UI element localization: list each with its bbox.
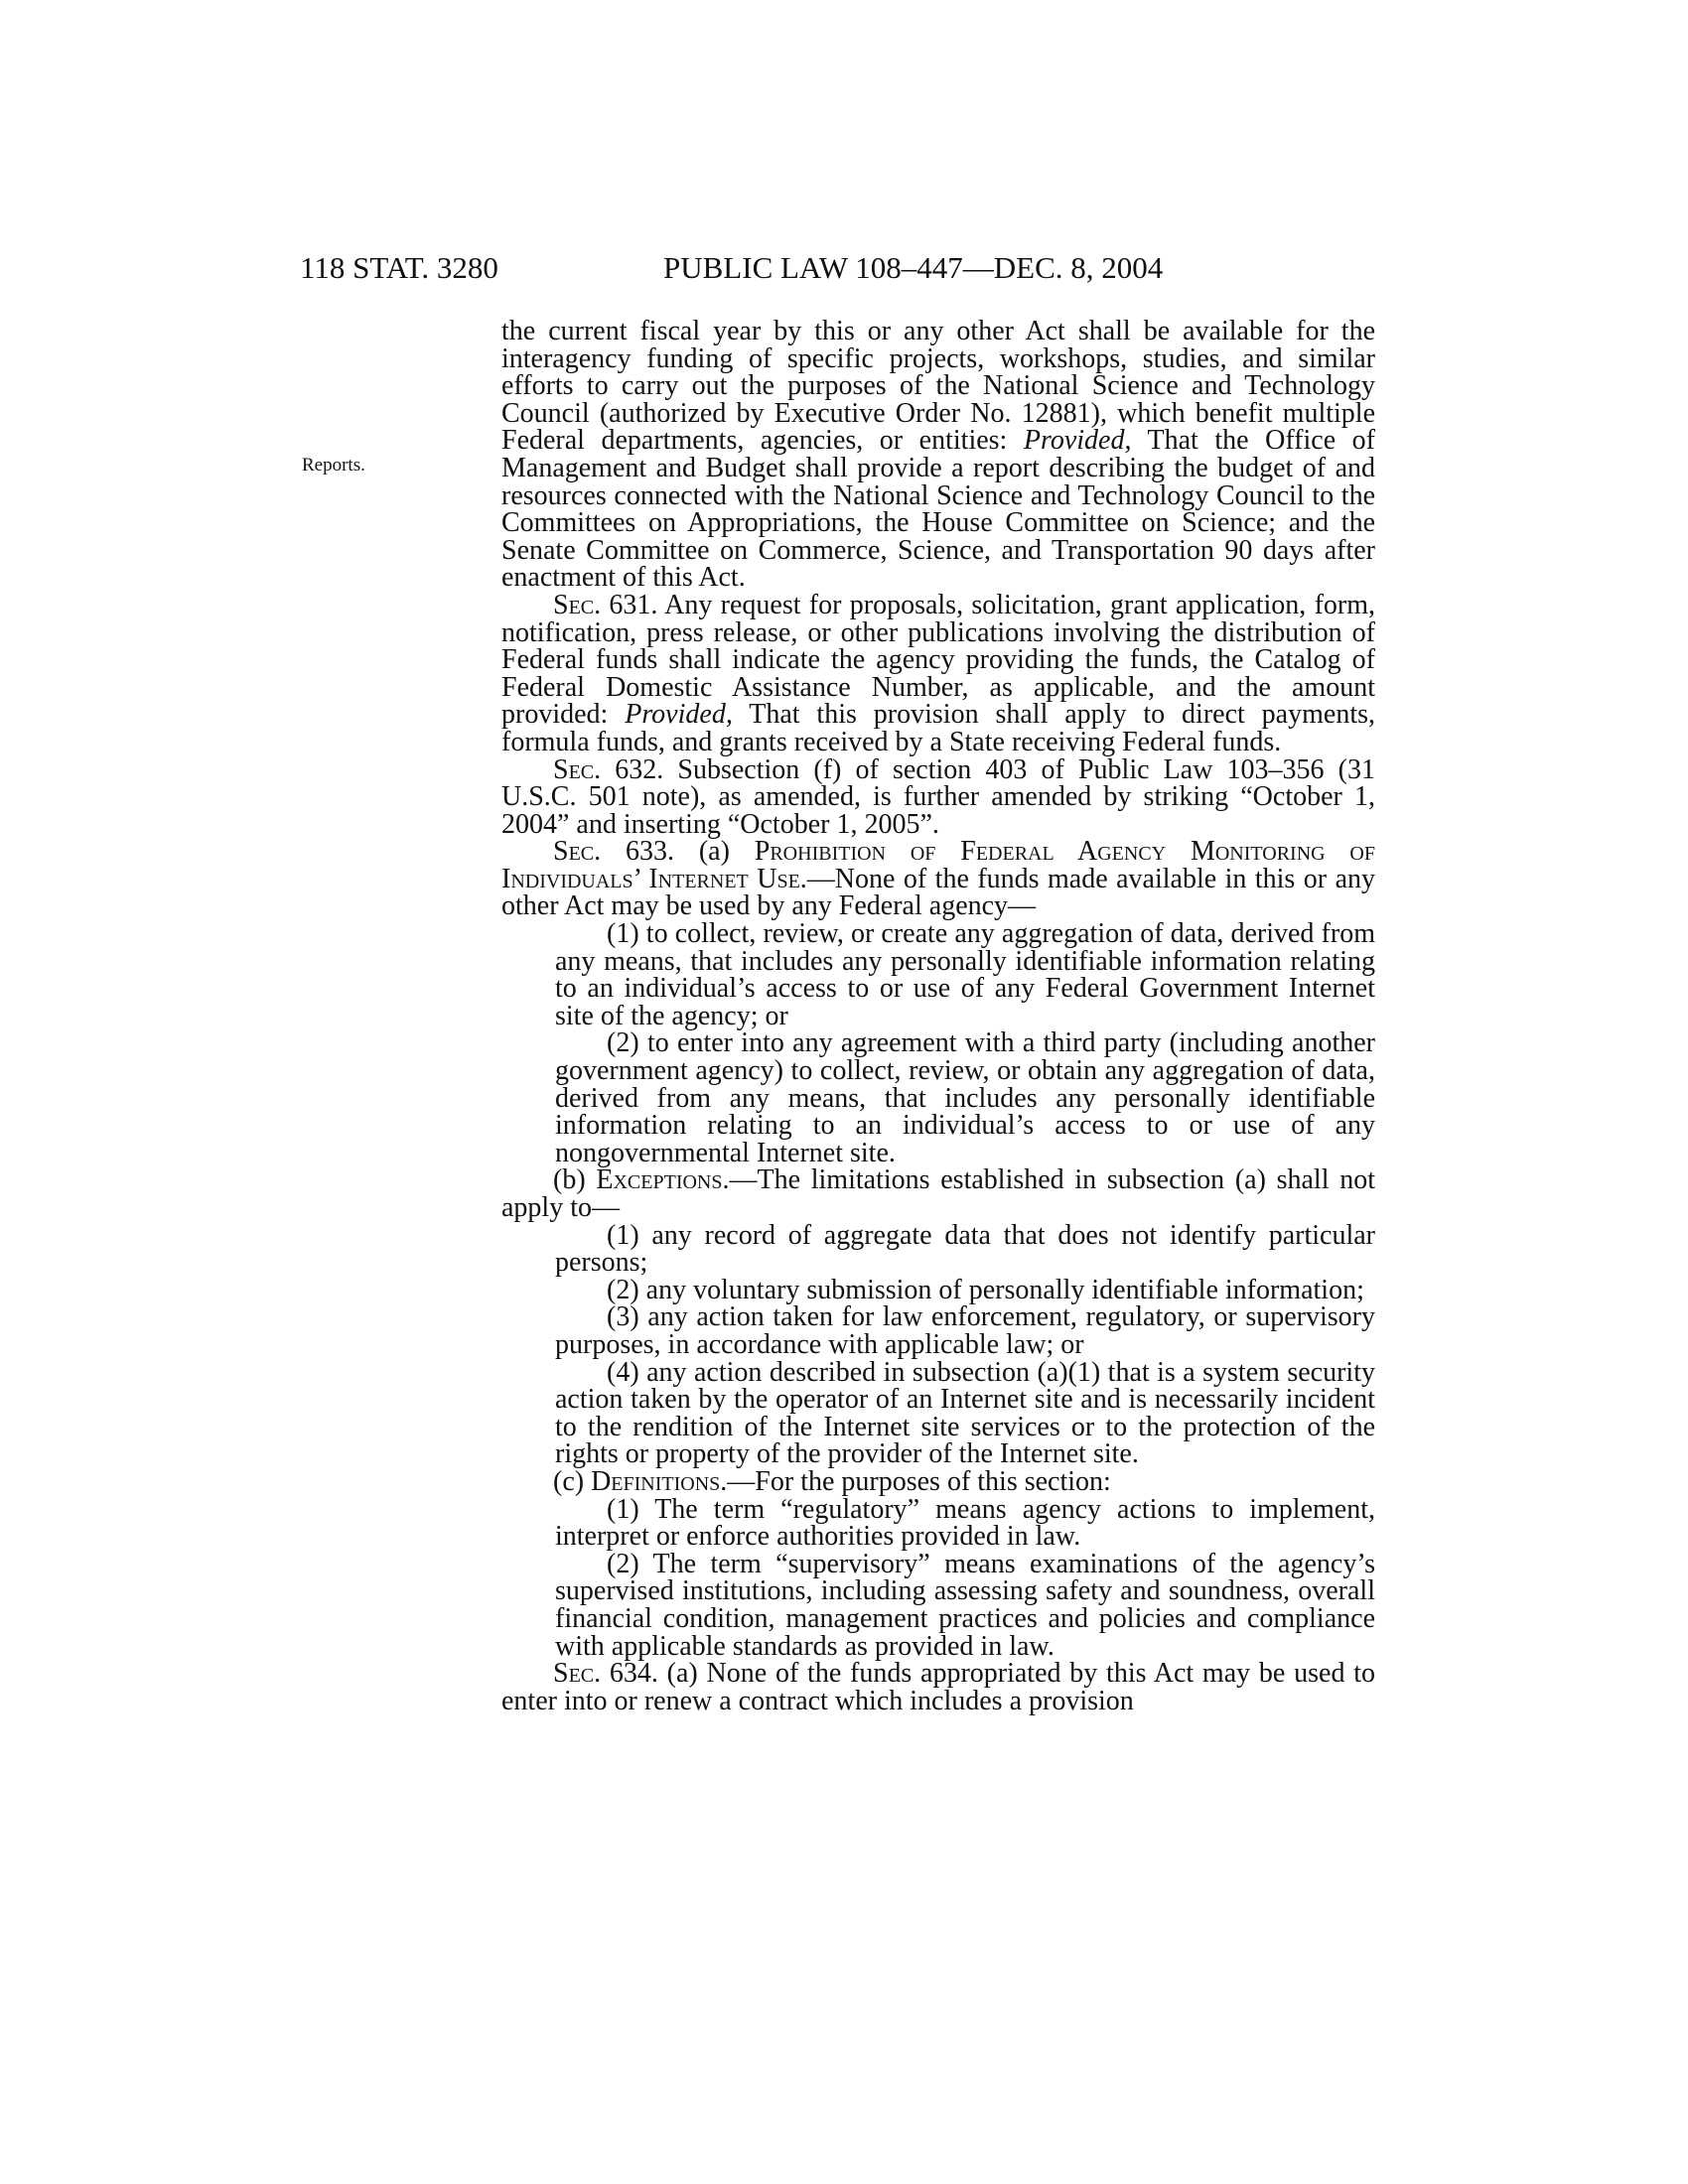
section-634: Sec. 634. (a) None of the funds appropriated by this Act may be used to enter into or renew a contract which includes a provision (501, 1658, 1375, 1716)
section-633-b: (b) Exceptions.—The limitations established in subsection (a) shall not apply to— (501, 1164, 1375, 1223)
section-633-b-1: (1) any record of aggregate data that does not identify particular persons; (555, 1219, 1375, 1279)
section-633-b-4: (4) any action described in subsection (a)(1) that is a system security action taken by the operator of an Internet site and is necessarily incident to the rendition of the Internet site services or to the protection of the rights or property of the provider of the Internet site. (555, 1356, 1375, 1470)
section-633-a-1: (1) to collect, review, or create any aggregation of data, derived from any means, that includes any personally identifiable information relating to an individual’s access to or use of any Federal Government Internet site of the agency; or (555, 918, 1375, 1031)
subsection-heading: Prohibition of Federal Agency Monitoring of Individuals’ Internet Use. (501, 836, 1375, 894)
section-633-c-2: (2) The term “supervisory” means examinations of the agency’s supervised institutions, including assessing safety and soundness, overall financial condition, management practices and policies and compliance with applicable standards as provided in law. (555, 1548, 1375, 1662)
section-633-b-3: (3) any action taken for law enforcement, regulatory, or supervisory purposes, in accordance with applicable law; or (555, 1301, 1375, 1360)
section-631: Sec. 631. Any request for proposals, solicitation, grant application, form, notification, press release, or other publications involving the distribution of Federal funds shall indicate the agency providing the funds, the Catalog of Federal Domestic Assistance Number, as applicable, and the amount provided: Provided, That this provision shall apply to direct payments, formula funds, and grants received by a State receiving Federal funds. (501, 589, 1375, 757)
section-633-c-1: (1) The term “regulatory” means agency actions to implement, interpret or enforce authorities provided in law. (555, 1493, 1375, 1553)
subsection-heading: Definitions. (591, 1465, 728, 1497)
section-633-a: Sec. 633. (a) Prohibition of Federal Agency Monitoring of Individuals’ Internet Use.—None of the funds made available in this or any other Act may be used by any Federal agency— (501, 836, 1375, 922)
section-633-a-2: (2) to enter into any agreement with a third party (including another government agency) to collect, review, or obtain any aggregation of data, derived from any means, that includes any personally identifiable information relating to an individual’s access to or use of any nongovernmental Internet site. (555, 1027, 1375, 1168)
margin-note-reports: Reports. (302, 455, 365, 476)
section-label: Sec. 634. (553, 1658, 658, 1690)
page-header (0, 250, 1688, 290)
public-law-title: PUBLIC LAW 108–447—DEC. 8, 2004 (663, 250, 1164, 285)
section-632: Sec. 632. Subsection (f) of section 403 of Public Law 103–356 (31 U.S.C. 501 note), as amended, is further amended by striking “October 1, 2004” and inserting “October 1, 2005”. (501, 753, 1375, 840)
section-label: Sec. 632. (553, 753, 664, 785)
section-633-c: (c) Definitions.—For the purposes of this section: (553, 1465, 1111, 1497)
section-label: Sec. 631. (553, 589, 658, 620)
section-label: Sec. 633. (553, 836, 674, 868)
paragraph-continuation: the current fiscal year by this or any other Act shall be available for the interagency funding of specific projects, workshops, studies, and similar efforts to carry out the purposes of the National Science and Technology Council (authorized by Executive Order No. 12881), which benefit multiple Federal departments, agencies, or entities: Provided, That the Office of Management and Budget shall provide a report describing the budget of and resources connected with the National Science and Technology Council to the Committees on Appropriations, the House Committee on Science; and the Senate Committee on Commerce, Science, and Transportation 90 days after enactment of this Act. (501, 316, 1375, 594)
statute-page-number: 118 STAT. 3280 (300, 250, 498, 285)
subsection-heading: Exceptions. (596, 1164, 730, 1196)
section-633-b-2: (2) any voluntary submission of personally identifiable information; (607, 1274, 1364, 1305)
law-body-text (501, 318, 1375, 1714)
